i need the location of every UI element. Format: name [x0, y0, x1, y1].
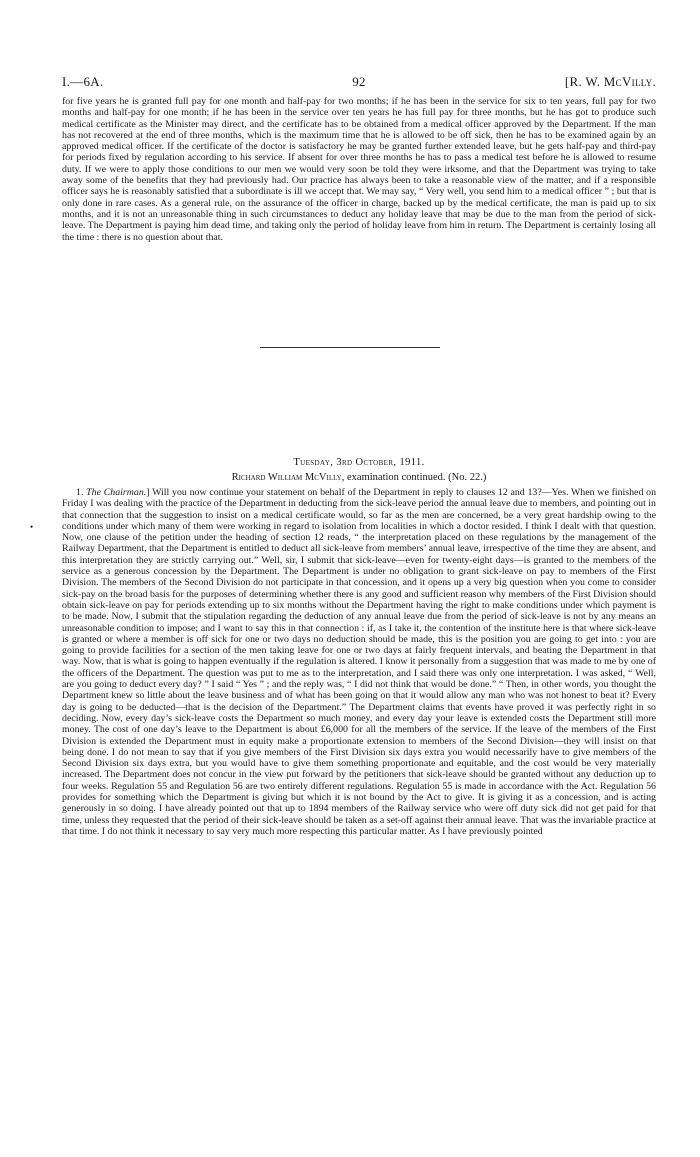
witness-name: Richard William McVilly — [231, 472, 342, 483]
question-answer-text: ] Will you now continue your statement on behalf of the Department in reply to clauses 12 and 13?—Yes. When we finished on Friday I was dealing with the practice of the Department in deducting from the sick-leave period the annual leave due to members, and pointing out in that connection that the suggestion to insist on a medical certificate would, so far as the men are concerned, be a very great hardship owing to the conditions under which many of them were working in regard to isolation from localities in which a doctor resided. I think I dealt with that question. Now, one clause of the petition under the heading of section 12 reads, “ the interpretation placed on these regulations by the management of the Railway Department, that the Department is entitled to deduct all sick-leave from members’ annual leave, irrespective of the time they are absent, and this interpretation they are strictly carrying out.” Well, sir, I submit that sick-leave—even for twenty-eight days—is granted to the members of the service as a generous concession by the Department. The Department is under no obligation to grant sick-leave on pay to members of the First Division. The members of the Second Division do not participate in that concession, and it opens up a very big question when you come to consider sick-pay on the broad basis for the purposes of determining whether there is any good and sufficient reason why members of the First Division should obtain sick-leave on pay for periods extending up to six months without the Department having the right to make conditions under which payment is to be made. Now, I submit that the stipulation regarding the deduction of any annual leave due from the period of sick-leave is not by any means an unreasonable condition to impose; and I want to say this in that connection : if, as I take it, the contention of the institute here is that where sick-leave is granted or where a member is off sick for one or two days no deduction should be made, this is the position you are going to get into : you are going to provide facilities for a section of the men taking leave for one or two days at fairly frequent intervals, and beating the Department in that way. Now, that is what is going to happen eventually if the regulation is altered. I know it personally from a suggestion that was made to me by one of the officers of the Department. The question was put to me as to the interpretation, and I said there was only one interpretation. I was asked, “ Well, are you going to deduct every day? ” I said “ Yes ” ; and the reply was, “ I did not think that would be done.” “ Then, in other words, you thought the Department knew so little about the leave business and of what has been going on that it would allow any man who was not honest to beat it? Every day is going to be deducted—that is the decision of the Department.” The Department claims that events have proved it was perfectly right in so deciding. Now, every day’s sick-leave costs the Department so much money, and every day your leave is extended costs the Department still more money. The cost of one day’s leave to the Department is about £6,000 for all the members of the service. If the leave of the members of the First Division is extended the Department must in equity make a proportionate extension to members of the Second Division—they will insist on that being done. I do not mean to say that if you give members of the First Division six days extra you would necessarily have to give members of the Second Division six days extra, but you would have to give them something proportionate and equitable, and the cost would be very materially increased. The Department does not concur in the view put forward by the petitioners that sick-leave should be granted without any deduction up to four weeks. Regulation 55 and Regulation 56 are two entirely different regulations. Regulation 55 is made in accordance with the Act. Regulation 56 provides for something which the Department is giving but which it is not bound by the Act to give. It is giving it as a concession, and is acting generously in so doing. I have already pointed out that up to 1894 members of the Railway service who were off duty sick did not get paid for that time, unless they requested that the period of their sick-leave should be taken as a set-off against their annual leave. That was the invariable practice at that time. I do not think it necessary to say very much more respecting this particular matter. As I have previously pointed — [62, 487, 657, 837]
document-reference: I.—6A. — [62, 74, 104, 89]
session-date: Tuesday, 3rd October, 1911. — [293, 457, 425, 468]
margin-mark: • — [30, 522, 34, 532]
speaker-name: The Chairman. — [86, 487, 147, 498]
question-number: 1. — [76, 487, 84, 498]
page-number: 92 — [352, 74, 366, 89]
page-header — [62, 74, 656, 94]
examination-heading — [62, 472, 656, 483]
question-paragraph — [62, 487, 656, 837]
witness-reference: [R. W. McVilly. — [564, 74, 656, 89]
examination-suffix: , examination continued. (No. 22.) — [341, 472, 487, 483]
paragraph-continued: for five years he is granted full pay for one month and half-pay for two months; if he has been in the service for six to ten years, full pay for two months and half-pay for one month; if he has been in the service over ten years he has full pay for three months, but he has got to produce such medical certificate as the Minister may direct, and the certificate has to be obtained from a medical officer approved by the Department. If the man has not recovered at the end of three months, which is the maximum time that he is allowed to be off sick, then he has to be examined again by an approved medical officer. If the certificate of the doctor is satisfactory he may be granted further extended leave, but he gets half-pay and third-pay for periods fixed by regulation according to his service. If absent for over three months he has to pass a medical test before he is allowed to resume duty. If we were to apply those conditions to our men we would very soon be told they were irksome, and that the Department was trying to take away some of the benefits that they had previously had. Our practice has always been to take a reasonable view of the matter, and if a responsible officer says he is reasonably satisfied that a subordinate is ill we accept that. We may say, “ Very well, you send him to a medical officer ” ; but that is only done in rare cases. As a general rule, on the assurance of the officer in charge, backed up by the medical certificate, the man is paid up to six months, and it is not an unreasonable thing in such circumstances to deduct any holiday leave that may be due to the man from the period of sick-leave. The Department is paying him dead time, and taking only the period of holiday leave from him in return. The Department is certainly losing all the time : there is no question about that. — [62, 96, 656, 243]
section-divider — [260, 347, 440, 348]
